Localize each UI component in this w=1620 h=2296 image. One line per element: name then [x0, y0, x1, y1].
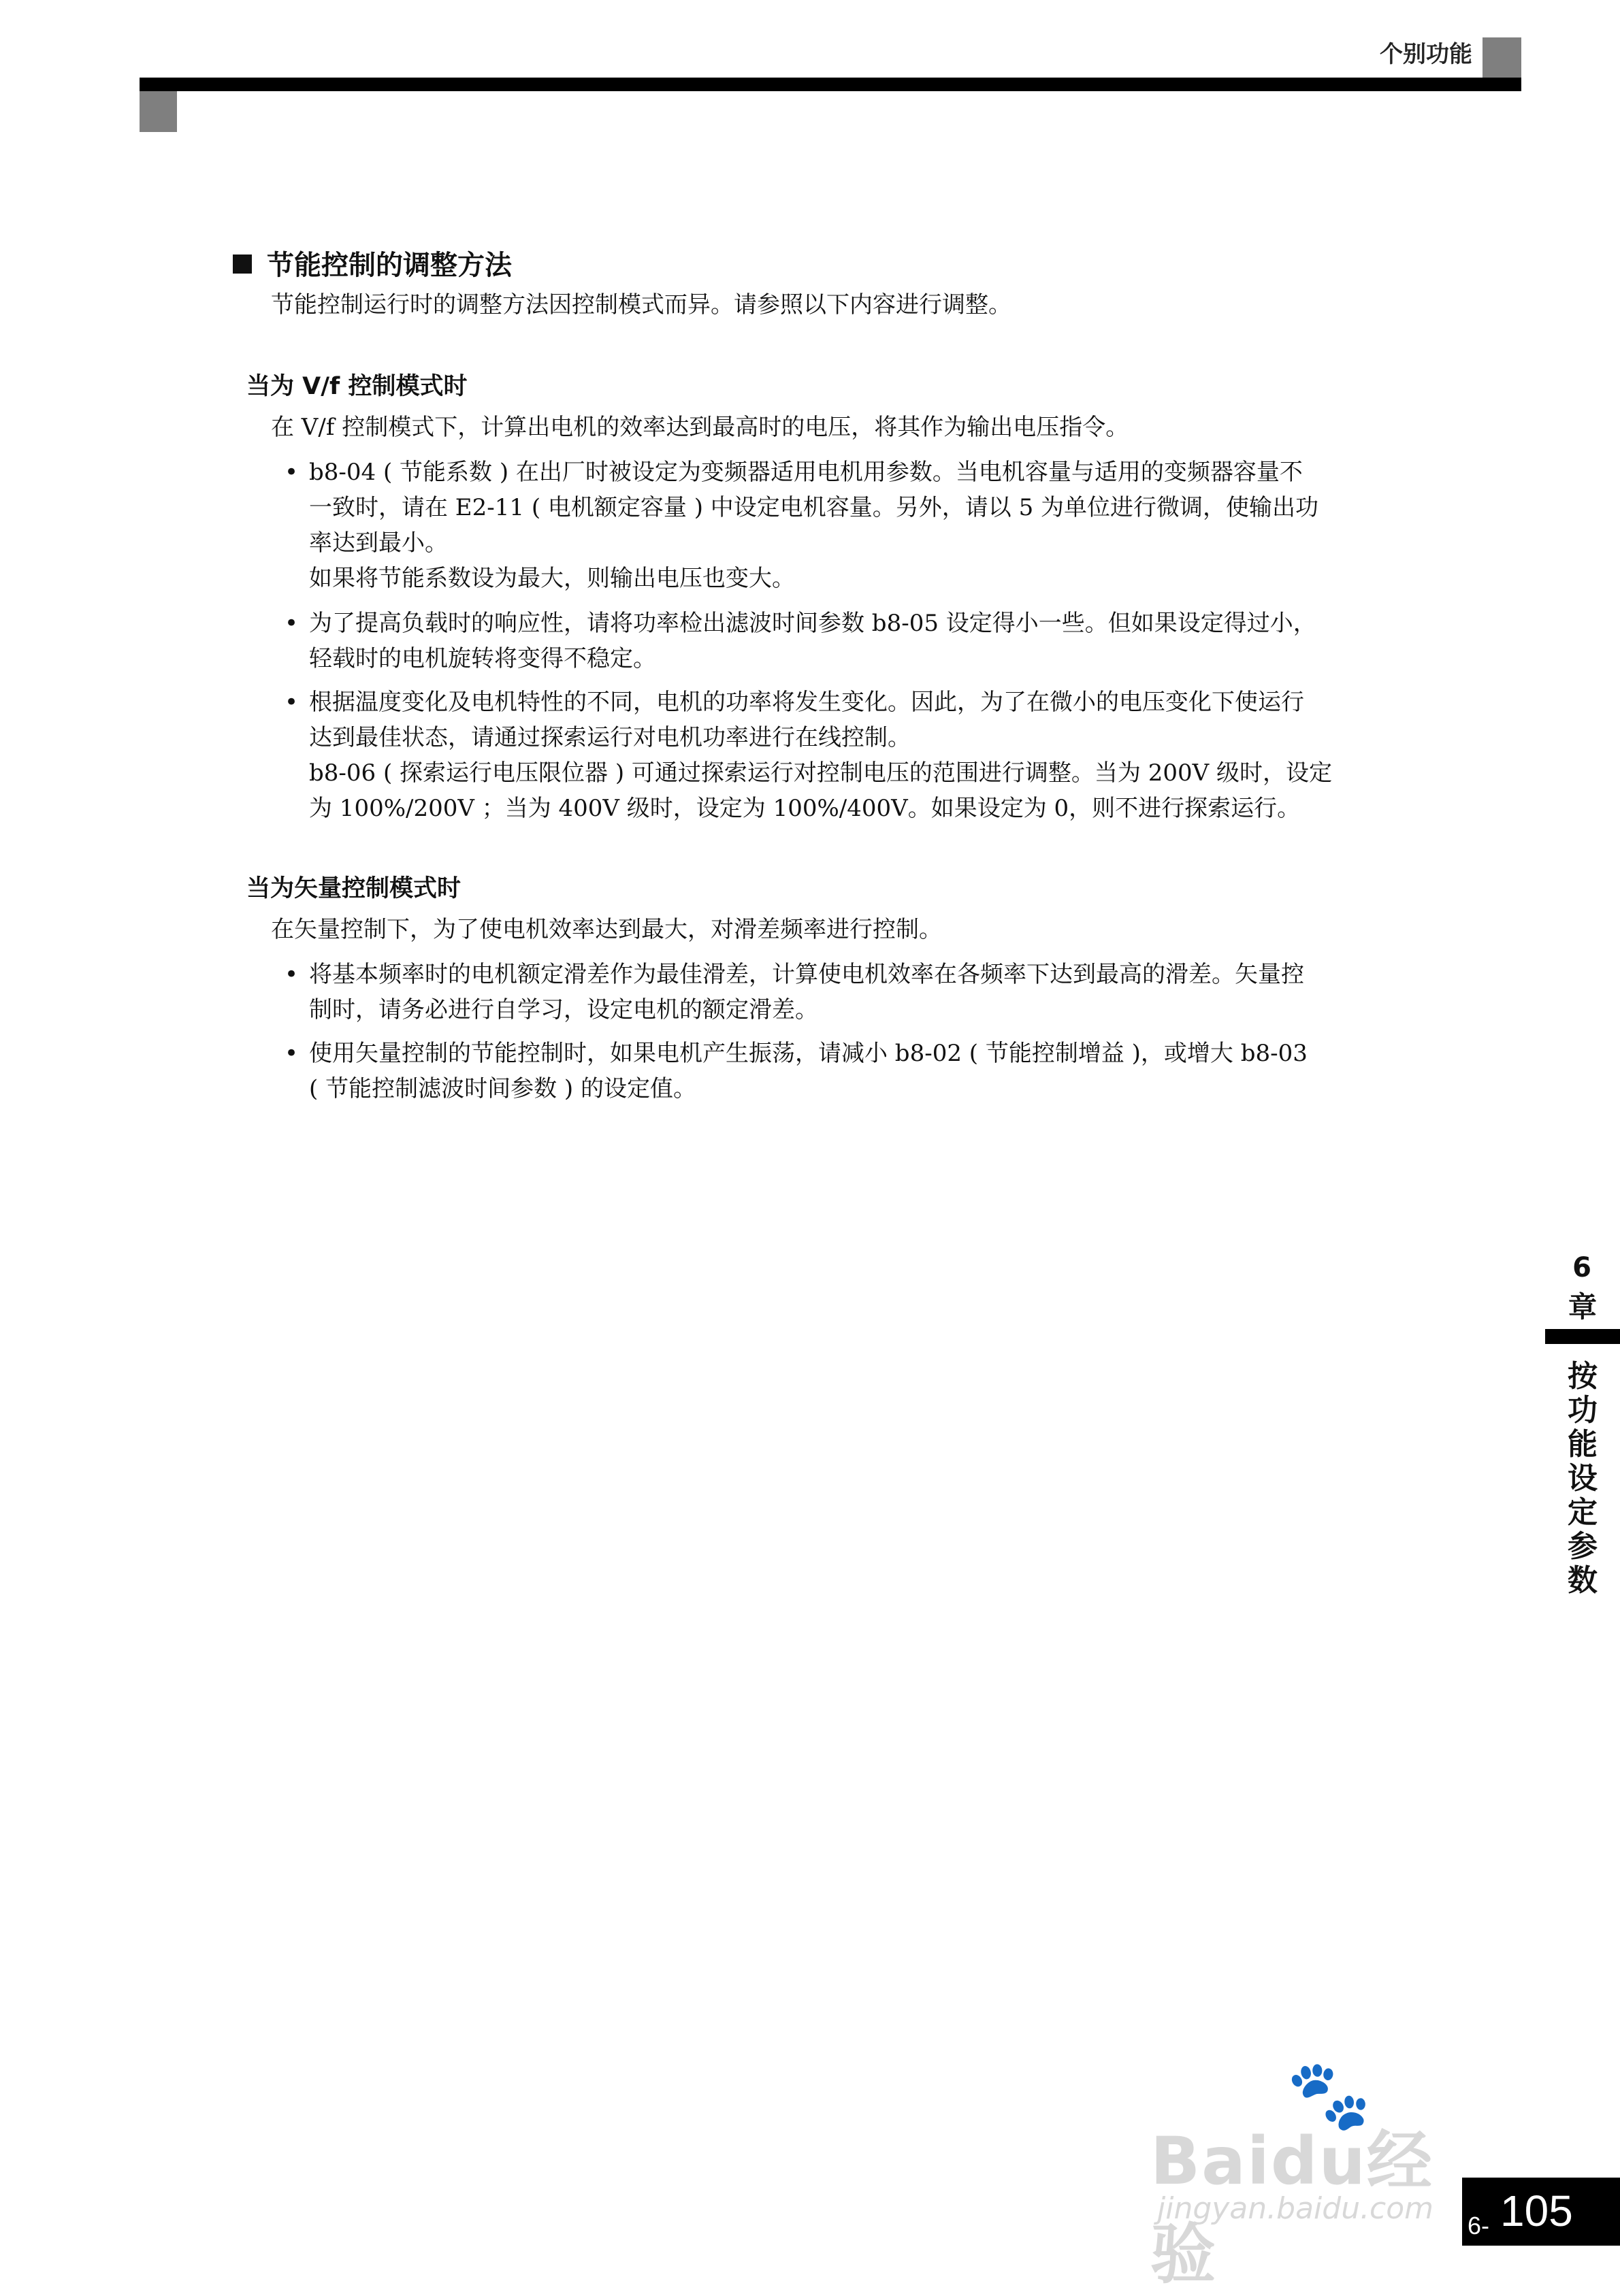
vector-bullet-2 — [309, 1036, 1308, 1106]
text-line: b8-04 ( 节能系数 ) 在出厂时被设定为变频器适用电机用参数。当电机容量与适用的变频器容量不 — [309, 459, 1303, 486]
vector-heading: 当为矢量控制模式时 — [246, 875, 461, 902]
text-line: 将基本频率时的电机额定滑差作为最佳滑差，计算使电机效率在各频率下达到最高的滑差。矢量控 — [309, 961, 1304, 988]
paw-icon: 🐾 — [1286, 2055, 1372, 2135]
watermark-url: jingyan.baidu.com — [1157, 2191, 1434, 2226]
running-header: 个别功能 — [1380, 41, 1472, 68]
text-line: 根据温度变化及电机特性的不同，电机的功率将发生变化。因此，为了在微小的电压变化下使运行 — [309, 689, 1304, 716]
vf-bullet-3 — [309, 685, 1332, 826]
text-line: b8-06 ( 探索运行电压限位器 ) 可通过探索运行对控制电压的范围进行调整。当为 200V 级时，设定 — [309, 759, 1332, 787]
vf-bullet-2 — [309, 606, 1316, 676]
bullet-icon: • — [285, 1040, 299, 1067]
text-line: 一致时，请在 E2-11 ( 电机额定容量 ) 中设定电机容量。另外，请以 5 为单位进行微调，使输出功 — [309, 494, 1319, 521]
text-line: 率达到最小。 — [309, 529, 448, 557]
header-marker-left — [140, 91, 177, 132]
section-heading — [233, 244, 512, 282]
square-bullet-icon — [233, 255, 252, 274]
header-marker-right — [1483, 37, 1521, 78]
text-line: 使用矢量控制的节能控制时，如果电机产生振荡，请减小 b8-02 ( 节能控制增益 )，或增大 b8-03 — [309, 1040, 1308, 1067]
page-number-box — [1462, 2178, 1620, 2246]
header-rule — [140, 78, 1521, 91]
bullet-icon: • — [285, 610, 299, 637]
watermark-brand: Baidu经验 — [1150, 2123, 1433, 2293]
page-number: 105 — [1500, 2186, 1573, 2235]
text-line: 制时，请务必进行自学习，设定电机的额定滑差。 — [309, 996, 818, 1023]
watermark — [1150, 2055, 1436, 2293]
vf-bullet-1 — [309, 455, 1318, 596]
chapter-title: 按功能设定参数 — [1568, 1359, 1598, 1598]
section-intro: 节能控制运行时的调整方法因控制模式而异。请参照以下内容进行调整。 — [271, 291, 1011, 318]
section-heading-text: 节能控制的调整方法 — [267, 250, 512, 281]
chapter-label: 章 — [1568, 1290, 1598, 1324]
text-line: 达到最佳状态，请通过探索运行对电机功率进行在线控制。 — [309, 724, 911, 751]
text-line: ( 节能控制滤波时间参数 ) 的设定值。 — [309, 1075, 696, 1102]
vf-heading: 当为 V/f 控制模式时 — [246, 373, 468, 400]
bullet-icon: • — [285, 961, 299, 988]
bullet-icon: • — [285, 459, 299, 486]
vector-bullet-1 — [309, 957, 1304, 1028]
page-prefix: 6- — [1468, 2212, 1490, 2240]
text-line: 如果将节能系数设为最大，则输出电压也变大。 — [309, 565, 795, 592]
bullet-icon: • — [285, 689, 299, 716]
chapter-number: 6 — [1572, 1252, 1591, 1283]
chapter-tab-bar — [1545, 1329, 1620, 1344]
text-line: 轻载时的电机旋转将变得不稳定。 — [309, 645, 656, 672]
text-line: 为了提高负载时的响应性，请将功率检出滤波时间参数 b8-05 设定得小一些。但如果设定得过小， — [309, 610, 1316, 637]
text-line: 为 100%/200V ；当为 400V 级时，设定为 100%/400V。如果设定为 0，则不进行探索运行。 — [309, 795, 1301, 822]
vector-intro: 在矢量控制下，为了使电机效率达到最大，对滑差频率进行控制。 — [271, 916, 942, 943]
vf-intro: 在 V/f 控制模式下，计算出电机的效率达到最高时的电压，将其作为输出电压指令。 — [271, 414, 1129, 441]
